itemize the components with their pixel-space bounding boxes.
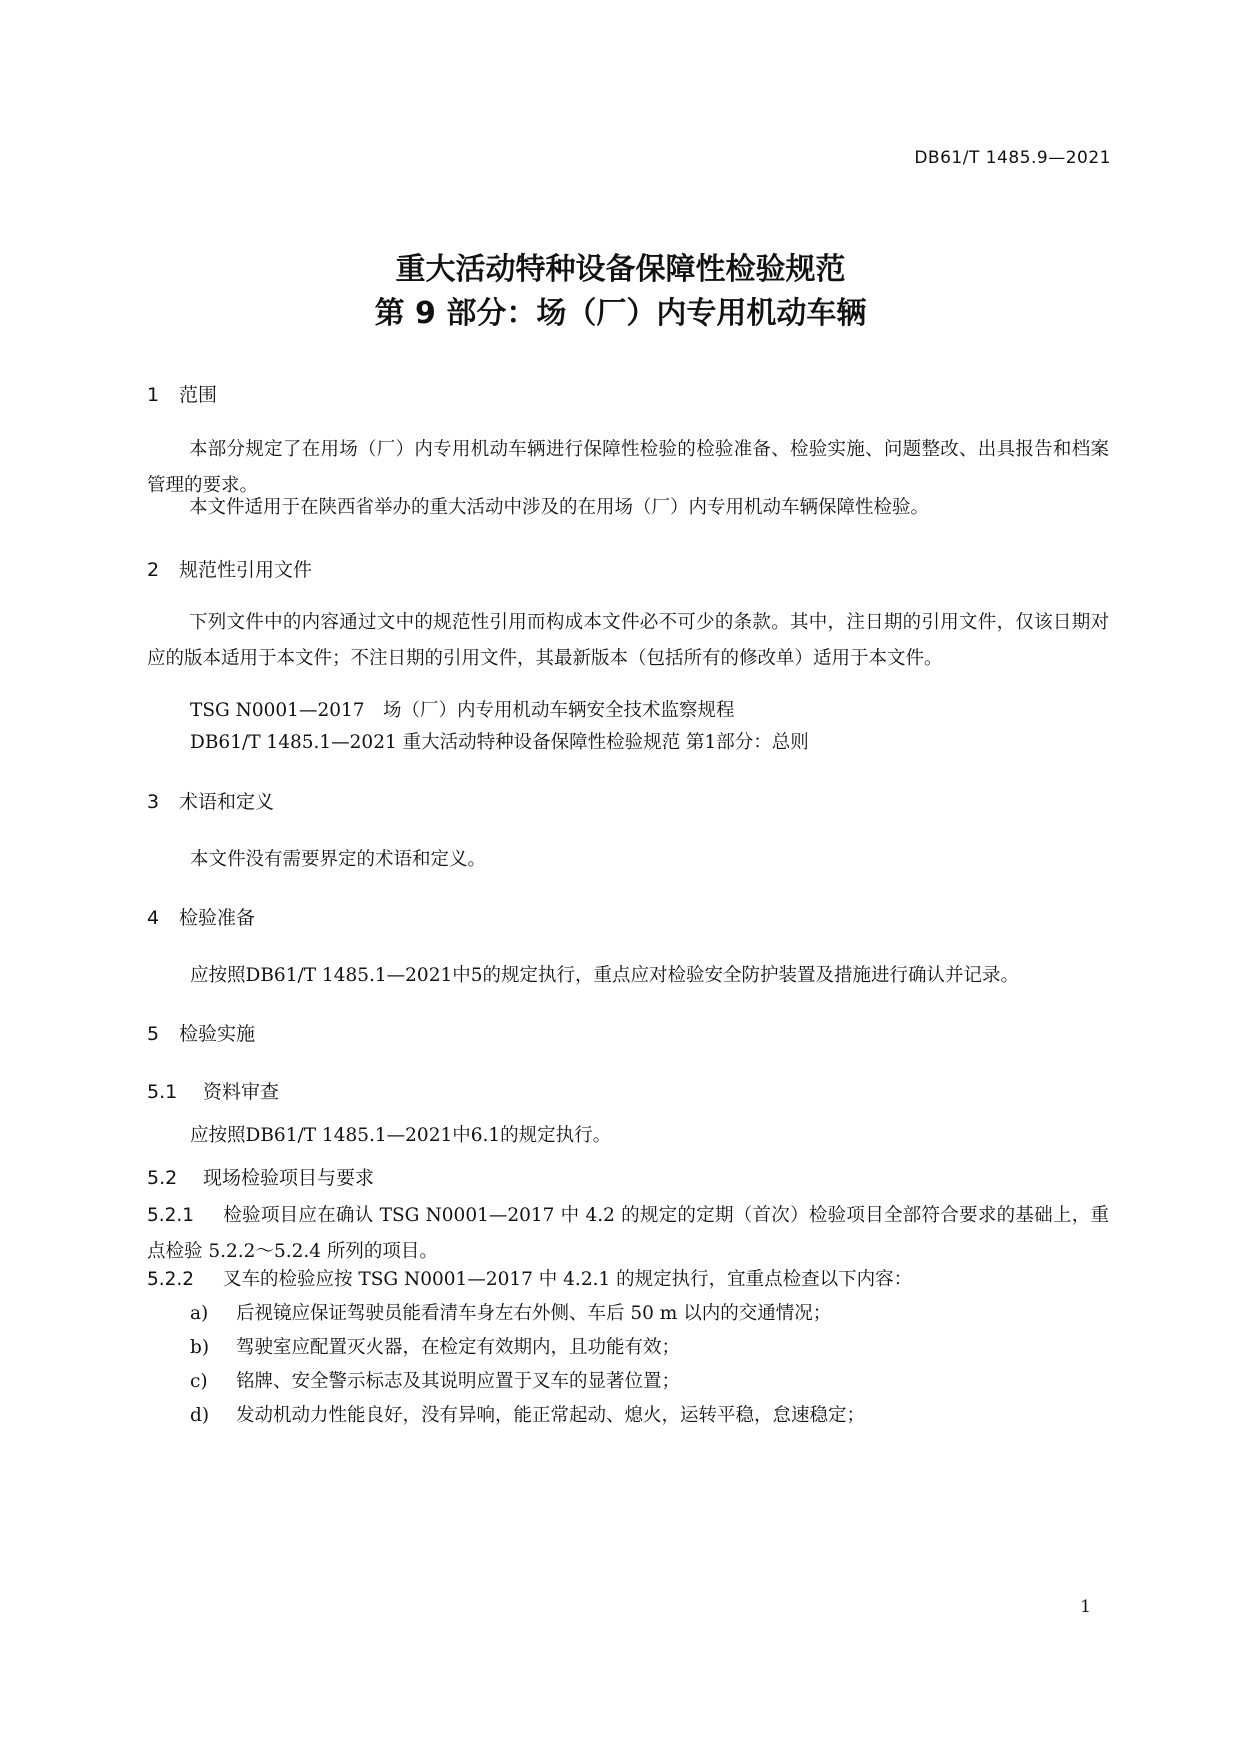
section-title: 术语和定义 xyxy=(179,791,275,813)
list-item-label: d) xyxy=(190,1405,210,1426)
section-title: 检验准备 xyxy=(179,907,256,929)
section-4-heading xyxy=(147,903,255,930)
section-5-heading xyxy=(147,1019,255,1046)
section-title: 规范性引用文件 xyxy=(179,559,313,581)
section-title: 检验实施 xyxy=(179,1023,256,1045)
list-item-text: 发动机动力性能良好，没有异响，能正常起动、熄火，运转平稳，怠速稳定； xyxy=(236,1405,866,1426)
list-item-a xyxy=(190,1299,831,1325)
section-1-paragraph-2: 本文件适用于在陕西省举办的重大活动中涉及的在用场（厂）内专用机动车辆保障性检验。 xyxy=(189,497,930,518)
section-5-2-heading xyxy=(147,1163,374,1190)
section-number: 5 xyxy=(147,1023,160,1045)
clause-text: 叉车的检验应按 TSG N0001—2017 中 4.2.1 的规定执行，宜重点检查以下内容： xyxy=(223,1269,913,1290)
section-1-heading xyxy=(147,380,217,407)
section-title: 范围 xyxy=(179,384,218,406)
list-item-label: b) xyxy=(190,1337,210,1358)
section-5-1-paragraph: 应按照DB61/T 1485.1—2021中6.1的规定执行。 xyxy=(190,1125,612,1146)
list-item-text: 铭牌、安全警示标志及其说明应置于叉车的显著位置； xyxy=(236,1371,681,1392)
clause-number: 5.2.2 xyxy=(147,1269,195,1290)
clause-5-2-2 xyxy=(147,1262,1109,1298)
document-title-line1: 重大活动特种设备保障性检验规范 xyxy=(395,252,846,287)
reference-2: DB61/T 1485.1—2021 重大活动特种设备保障性检验规范 第1部分：总则 xyxy=(190,732,809,753)
list-item-label: a) xyxy=(190,1303,209,1324)
list-item-b xyxy=(190,1333,680,1359)
section-2-heading xyxy=(147,555,312,582)
section-3-heading xyxy=(147,787,274,814)
list-item-text: 后视镜应保证驾驶员能看清车身左右外侧、车后 50 m 以内的交通情况； xyxy=(236,1303,832,1324)
list-item-text: 驾驶室应配置灭火器，在检定有效期内，且功能有效； xyxy=(236,1337,681,1358)
document-code: DB61/T 1485.9—2021 xyxy=(914,148,1111,168)
clause-5-2-1 xyxy=(147,1198,1109,1270)
list-item-c xyxy=(190,1367,680,1393)
document-title-line2: 第 9 部分：场（厂）内专用机动车辆 xyxy=(374,296,867,331)
reference-1: TSG N0001—2017 场（厂）内专用机动车辆安全技术监察规程 xyxy=(190,700,735,721)
subsection-number: 5.1 xyxy=(147,1081,178,1103)
section-2-paragraph-1: 下列文件中的内容通过文中的规范性引用而构成本文件必不可少的条款。其中，注日期的引用文件，仅该日期对应的版本适用于本文件；不注日期的引用文件，其最新版本（包括所有的修改单）适用于本文件。 xyxy=(147,612,1109,669)
list-item-d xyxy=(190,1401,865,1427)
section-number: 1 xyxy=(147,384,160,406)
section-5-1-heading xyxy=(147,1077,279,1104)
section-3-paragraph-1: 本文件没有需要界定的术语和定义。 xyxy=(190,849,487,870)
section-1-paragraph-1: 本部分规定了在用场（厂）内专用机动车辆进行保障性检验的检验准备、检验实施、问题整改、出具报告和档案管理的要求。 xyxy=(147,439,1109,496)
subsection-number: 5.2 xyxy=(147,1167,178,1189)
subsection-title: 现场检验项目与要求 xyxy=(203,1167,375,1189)
subsection-title: 资料审查 xyxy=(203,1081,280,1103)
section-number: 4 xyxy=(147,907,160,929)
section-4-paragraph-1: 应按照DB61/T 1485.1—2021中5的规定执行，重点应对检验安全防护装置及措施进行确认并记录。 xyxy=(190,965,1020,986)
clause-number: 5.2.1 xyxy=(147,1205,195,1226)
clause-text: 检验项目应在确认 TSG N0001—2017 中 4.2 的规定的定期（首次）检验项目全部符合要求的基础上，重点检验 5.2.2～5.2.4 所列的项目。 xyxy=(147,1205,1109,1262)
list-item-label: c) xyxy=(190,1371,208,1392)
page-number: 1 xyxy=(1080,1597,1091,1617)
section-number: 3 xyxy=(147,791,160,813)
section-number: 2 xyxy=(147,559,160,581)
